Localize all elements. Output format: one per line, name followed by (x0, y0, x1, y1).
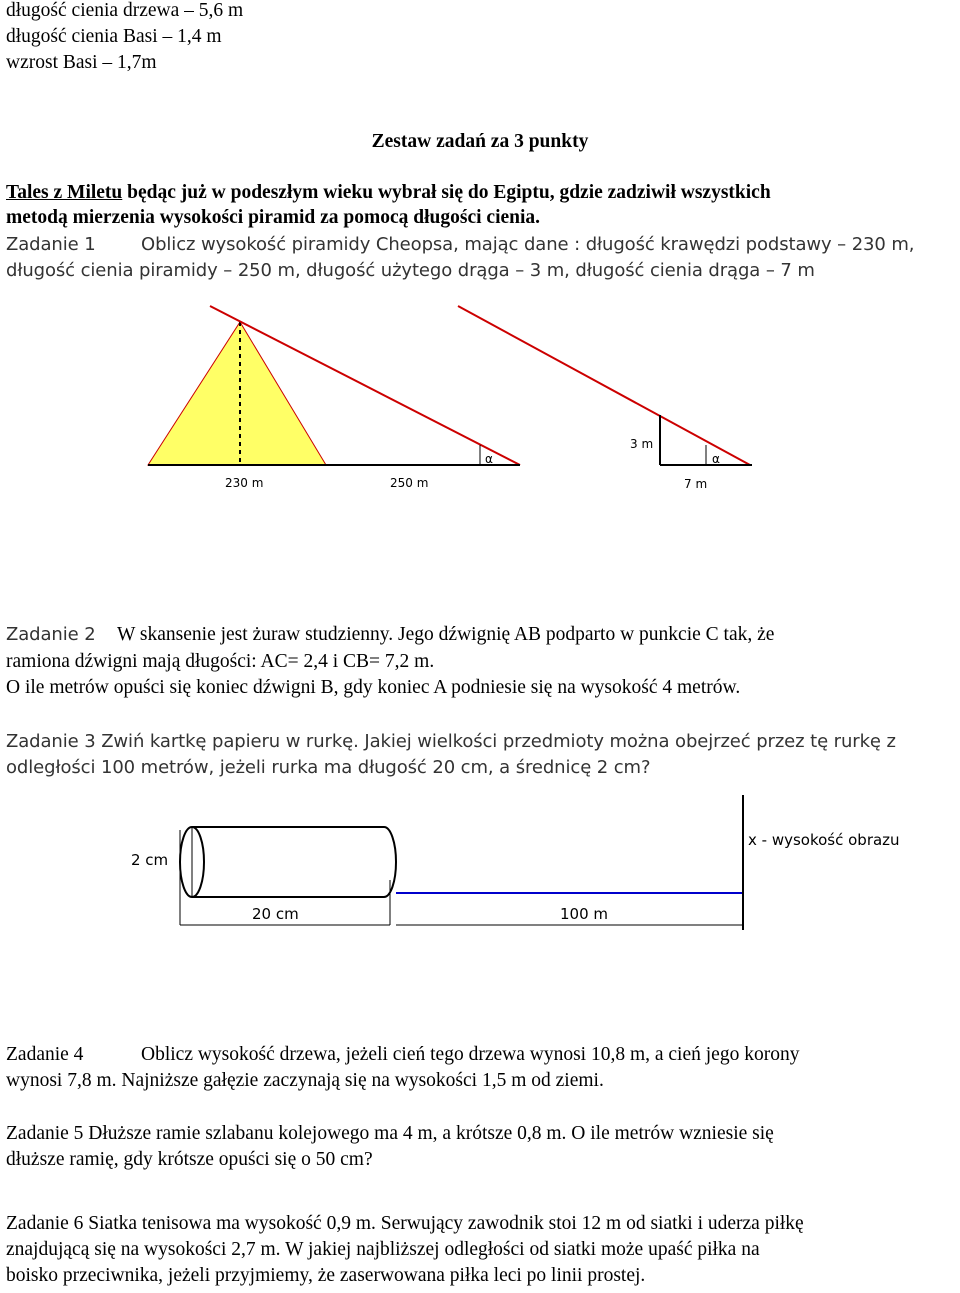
label-distance: 100 m (560, 905, 609, 923)
task6-line-2: znajdującą się na wysokości 2,7 m. W jakiej najbliższej odległości od siatki może upaść piłka na (6, 1239, 760, 1260)
thales-link[interactable]: Tales z Miletu (6, 182, 123, 203)
figure-tube (131, 795, 900, 930)
section-title: Zestaw zadań za 3 punkty (371, 131, 589, 152)
label-height: x - wysokość obrazu (748, 831, 900, 849)
task4-text-1: Oblicz wysokość drzewa, jeżeli cień tego drzewa wynosi 10,8 m, a cień jego korony (141, 1044, 800, 1065)
intro-line-3: wzrost Basi – 1,7m (6, 52, 157, 73)
sun-ray-2 (458, 306, 750, 465)
task3-text-1: Zwiń kartkę papieru w rurkę. Jakiej wielkości przedmioty można obejrzeć przez tę rurkę z (101, 731, 896, 752)
task6-line-1: Zadanie 6 Siatka tenisowa ma wysokość 0,9 m. Serwujący zawodnik stoi 12 m od siatki i uderza piłkę (6, 1213, 804, 1234)
task4-line-1 (6, 1042, 799, 1068)
label-angle-2: α (712, 452, 720, 466)
task2-line-3: O ile metrów opuści się koniec dźwigni B, gdy koniec A podniesie się na wysokość 4 metrów. (6, 677, 741, 698)
task1-text-1: Oblicz wysokość piramidy Cheopsa, mając dane : długość krawędzi podstawy – 230 m, (141, 234, 915, 255)
task3-label: Zadanie 3 (6, 731, 96, 752)
task1-line-2: długość cienia piramidy – 250 m, długość użytego drąga – 3 m, długość cienia drąga – 7 m (6, 260, 815, 281)
label-angle-1: α (485, 452, 493, 466)
task3-line-2: odległości 100 metrów, jeżeli rurka ma długość 20 cm, a średnicę 2 cm? (6, 757, 651, 778)
task3-line-1 (6, 729, 896, 755)
task2-label: Zadanie 2 (6, 624, 96, 645)
task6-line-3: boisko przeciwnika, jeżeli przyjmiemy, że zaserwowana piłka leci po linii prostej. (6, 1265, 646, 1286)
task4-line-2: wynosi 7,8 m. Najniższe gałęzie zaczynają się na wysokości 1,5 m od ziemi. (6, 1070, 604, 1091)
task2-line-1 (6, 622, 774, 648)
task5-line-1: Zadanie 5 Dłuższe ramie szlabanu kolejowego ma 4 m, a krótsze 0,8 m. O ile metrów wzniesie się (6, 1123, 774, 1144)
intro-line-1: długość cienia drzewa – 5,6 m (6, 0, 244, 21)
intro-line-2: długość cienia Basi – 1,4 m (6, 26, 222, 47)
label-shadow: 250 m (390, 476, 429, 490)
task2-text-1: W skansenie jest żuraw studzienny. Jego dźwignię AB podparto w punkcie C tak, że (117, 624, 775, 645)
label-diameter: 2 cm (131, 851, 169, 869)
thales-line-2: metodą mierzenia wysokości piramid za pomocą długości cienia. (6, 207, 541, 228)
task4-label: Zadanie 4 (6, 1044, 84, 1065)
label-pole-shadow: 7 m (684, 477, 708, 491)
thales-text-1: będąc już w podeszłym wieku wybrał się do Egiptu, gdzie zadziwił wszystkich (122, 182, 771, 203)
task2-line-2: ramiona dźwigni mają długości: AC= 2,4 i CB= 7,2 m. (6, 651, 435, 672)
label-pole: 3 m (630, 437, 654, 451)
pyramid-shape (148, 322, 326, 465)
label-base: 230 m (225, 476, 264, 490)
task5-line-2: dłuższe ramię, gdy krótsze opuści się o 50 cm? (6, 1149, 373, 1170)
label-length: 20 cm (252, 905, 299, 923)
task1-label: Zadanie 1 (6, 234, 96, 255)
